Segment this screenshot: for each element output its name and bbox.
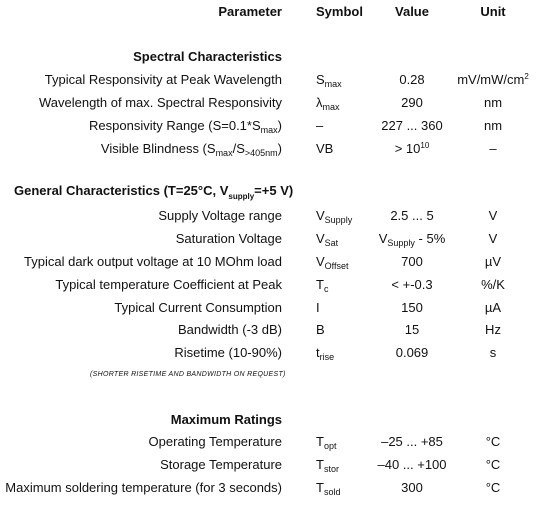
footnote: (SHORTER RISETIME AND BANDWIDTH ON REQUEST) [90,371,286,378]
unit: °C [485,434,501,449]
value: 0.069 [395,345,429,360]
symbol: I [316,300,320,315]
table-row [0,70,536,90]
value: $V_{Supply} - 5\%$ [378,231,446,248]
param-label: Supply Voltage range [158,208,282,223]
table-row [0,275,536,295]
value: 15 [404,322,420,337]
value: < +-0.3 [391,277,433,292]
unit: s [489,345,497,360]
symbol: $t_{rise}$ [316,345,335,362]
unit: µA [484,300,502,315]
param-label: Storage Temperature [160,457,282,472]
table-row [0,478,536,498]
value: 300 [401,480,423,495]
value: 2.5 ... 5 [390,208,434,223]
table-row [0,432,536,452]
value: 227 ... 360 [381,118,443,133]
param-label: Responsivity Range $(S=0.1*S_{max})$ [89,118,282,135]
symbol: VB [316,141,334,156]
unit: – [489,141,497,156]
param-label: Saturation Voltage [175,231,282,246]
section-title-ratings: Maximum Ratings [170,412,282,427]
value: 150 [401,300,423,315]
symbol: $T_{sold}$ [316,480,341,497]
value: > $10^{10}$ [394,141,430,156]
table-row [0,116,536,136]
table-row [0,93,536,113]
table-row [0,298,536,318]
unit: V [488,208,498,223]
unit: nm [483,95,503,110]
symbol: $V_{Supply}$ [316,208,353,225]
symbol: $T_{opt}$ [316,434,337,451]
table-row [0,252,536,272]
table-row [0,139,536,159]
symbol: $T_c$ [316,277,329,294]
table-row [0,455,536,475]
unit: °C [485,457,501,472]
table-row [0,320,536,340]
value: –25 ... +85 [381,434,443,449]
symbol: $T_{stor}$ [316,457,339,474]
param-label: Typical Current Consumption [114,300,282,315]
value: –40 ... +100 [377,457,447,472]
unit: $mV/mW/cm^2$ [457,72,529,87]
section-title-general: General Characteristics (T=25°C, $V_{supply}=+5$ V) [14,183,294,201]
value: 0.28 [399,72,425,87]
table-row [0,206,536,226]
unit: V [488,231,498,246]
symbol: $S_{max}$ [316,72,342,89]
unit: nm [483,118,503,133]
symbol: $V_{Offset}$ [316,254,349,271]
unit: °C [485,480,501,495]
section-title-spectral: Spectral Characteristics [133,49,282,64]
param-label: Maximum soldering temperature (for 3 seconds) [5,480,282,495]
param-label: Risetime (10-90%) [174,345,282,360]
unit: %/K [481,277,505,292]
param-label: Operating Temperature [148,434,282,449]
symbol: B [316,322,325,337]
param-label: Visible Blindness $(S_{max}/S_{>405nm})$ [100,141,282,158]
table-row [0,343,536,363]
param-label: Bandwidth (-3 dB) [177,322,282,337]
header-symbol: Symbol [316,4,363,19]
value: 700 [401,254,423,269]
unit: µV [484,254,502,269]
param-label: Wavelength of max. Spectral Responsivity [38,95,282,110]
value: 290 [401,95,423,110]
param-label: Typical Responsivity at Peak Wavelength [44,72,282,87]
symbol: – [316,118,324,133]
param-label: Typical dark output voltage at 10 MOhm load [24,254,282,269]
header-parameter: Parameter [218,4,282,19]
header-unit: Unit [480,4,506,19]
header-value: Value [395,4,429,19]
symbol: $V_{Sat}$ [316,231,339,248]
symbol: $\lambda_{max}$ [316,95,340,112]
table-header [0,2,536,22]
unit: Hz [485,322,501,337]
param-label: Typical temperature Coefficient at Peak [55,277,282,292]
table-row [0,229,536,249]
